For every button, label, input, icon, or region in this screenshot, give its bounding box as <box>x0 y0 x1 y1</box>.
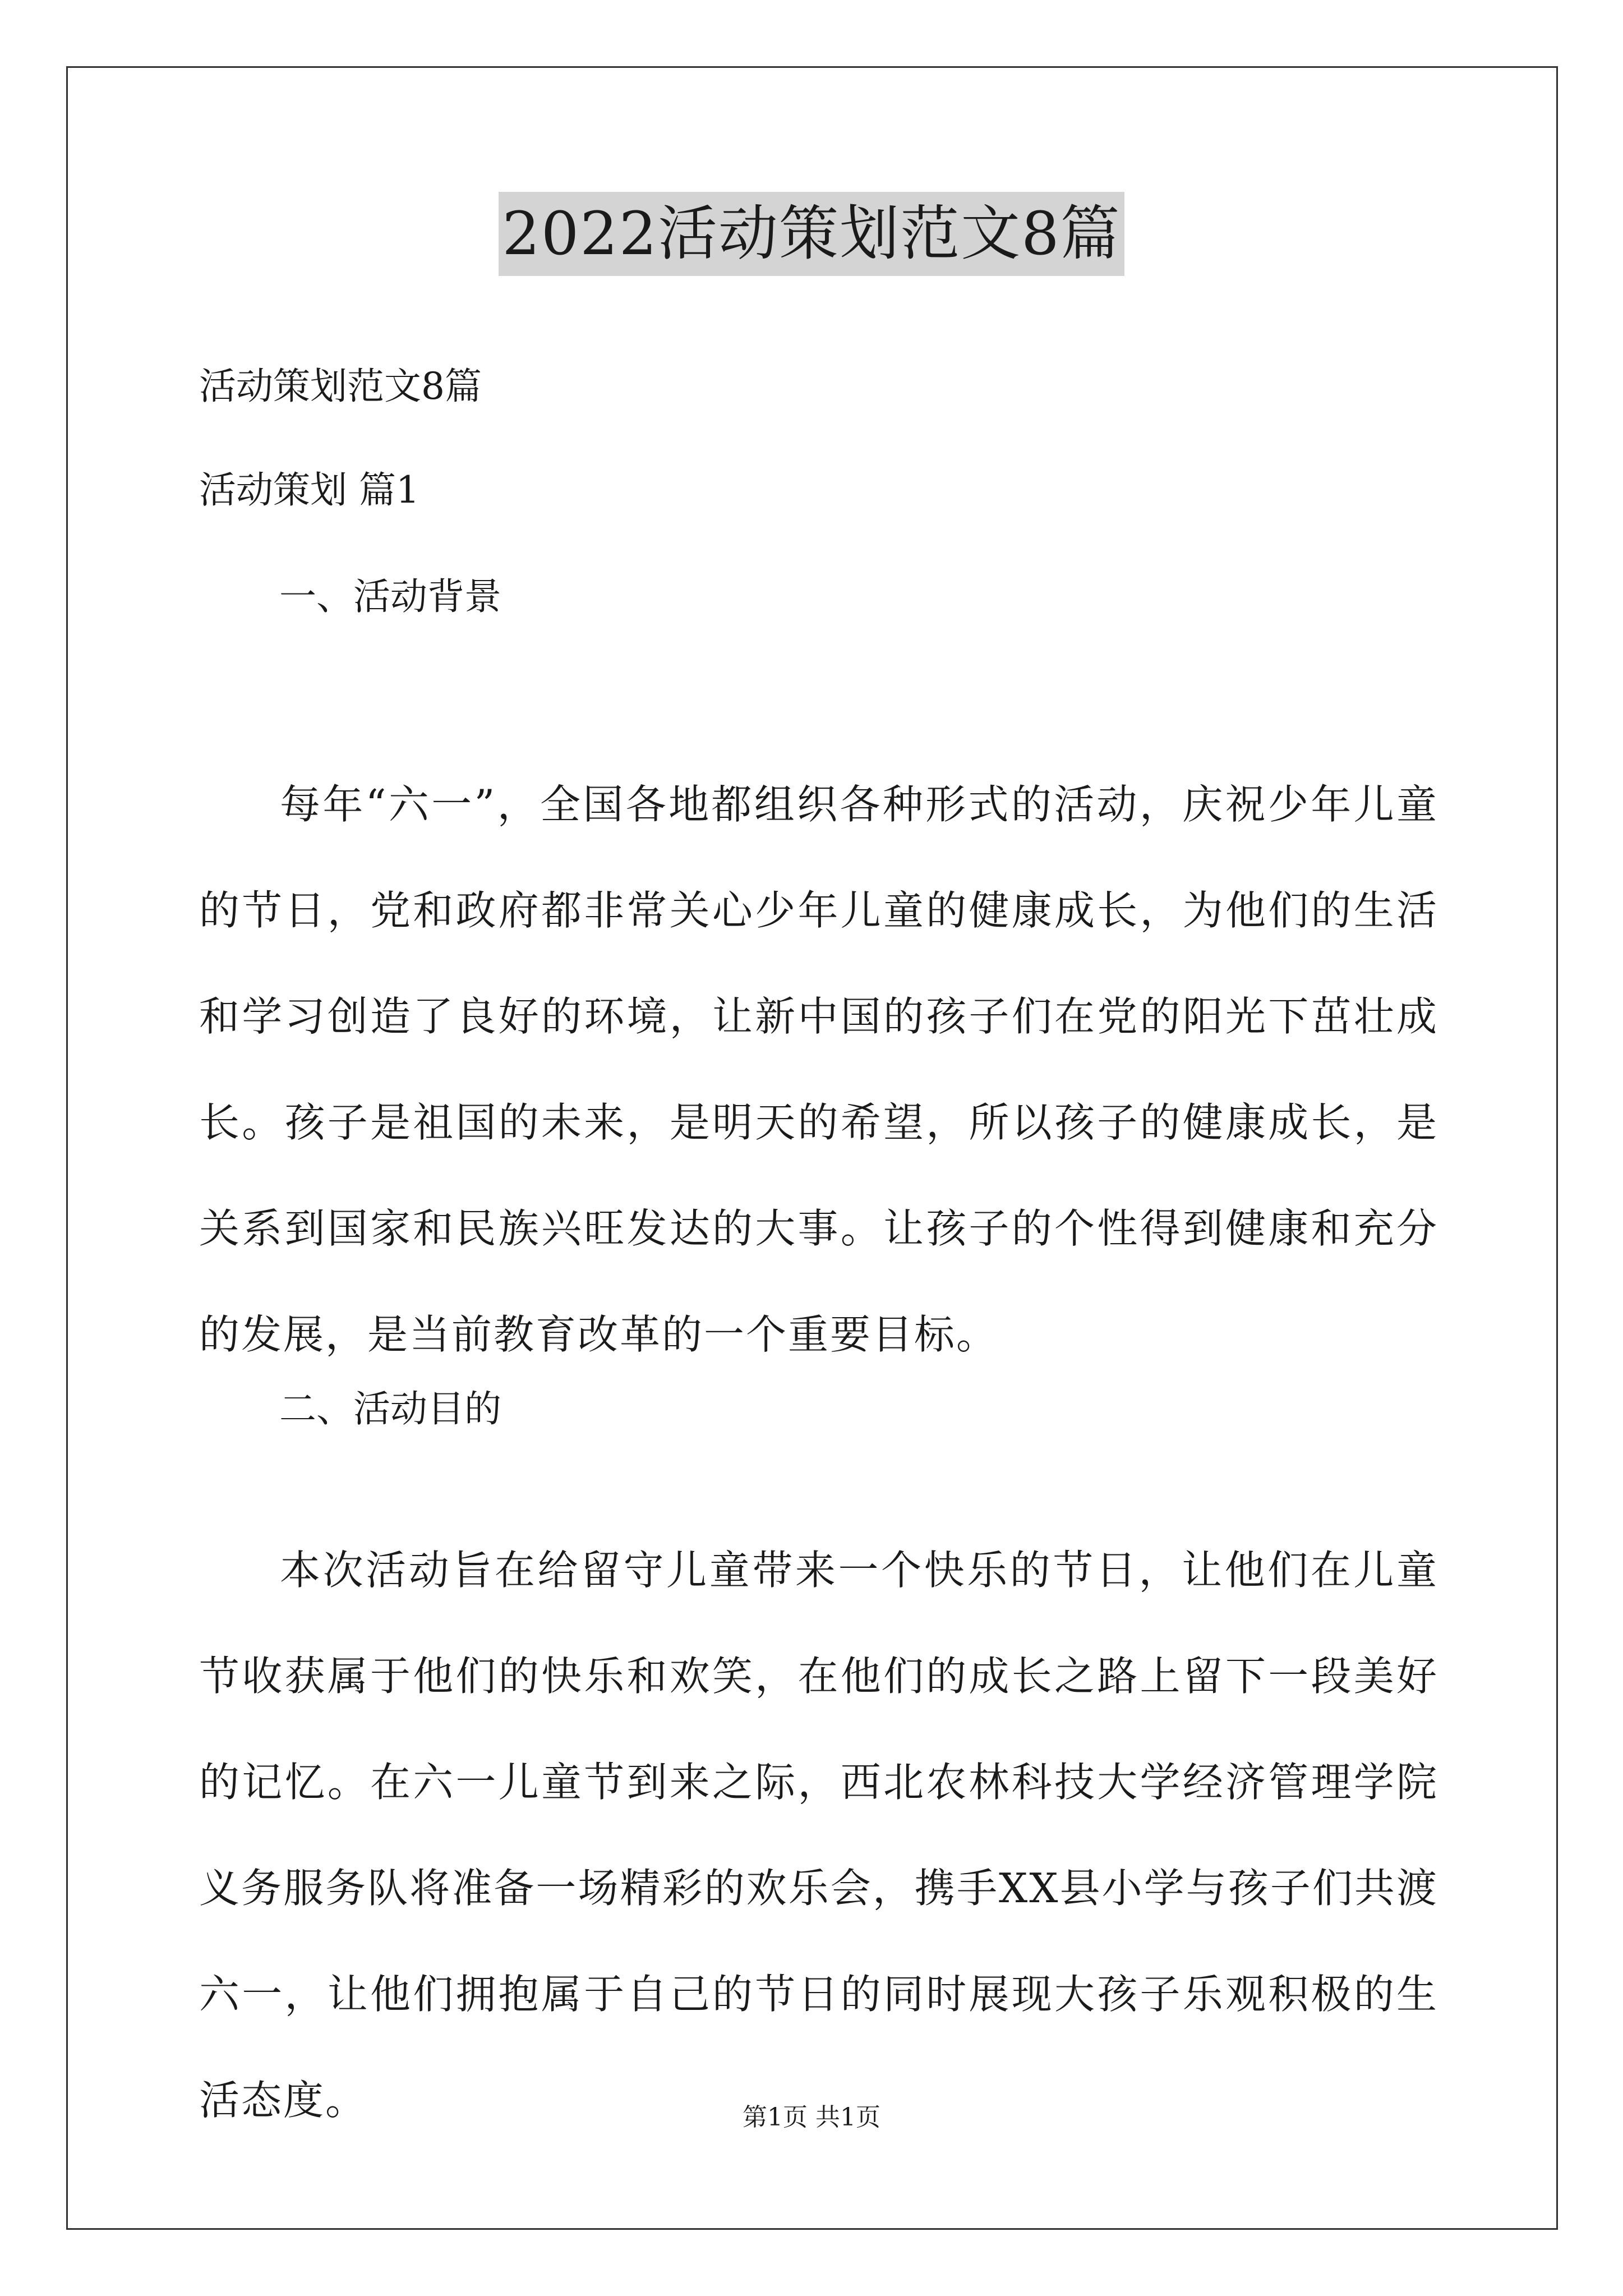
paragraph-background: 每年“六一”，全国各地都组织各种形式的活动，庆祝少年儿童的节日，党和政府都非常关心少年儿童的健康成长，为他们的生活和学习创造了良好的环境，让新中国的孩子们在党的阳光下茁壮成长。孩子是祖国的未来，是明天的希望，所以孩子的健康成长，是关系到国家和民族兴旺发达的大事。让孩子的个性得到健康和充分的发展，是当前教育改革的一个重要目标。 <box>199 781 1438 1358</box>
document-title: 2022活动策划范文8篇 <box>499 192 1124 276</box>
heading-background: 一、活动背景 <box>279 575 501 618</box>
paragraph-purpose: 本次活动旨在给留守儿童带来一个快乐的节日，让他们在儿童节收获属于他们的快乐和欢笑，在他们的成长之路上留下一段美好的记忆。在六一儿童节到来之际，西北农林科技大学经济管理学院义务服务队将准备一场精彩的欢乐会，携手XX县小学与孩子们共渡六一，让他们拥抱属于自己的节日的同时展现大孩子乐观积极的生活态度。 <box>199 1547 1438 2124</box>
page-footer: 第1页 共1页 <box>743 2103 880 2132</box>
heading-purpose: 二、活动目的 <box>279 1387 501 1430</box>
title-container <box>0 192 1623 276</box>
section-label: 活动策划 篇1 <box>199 468 419 512</box>
document-subtitle: 活动策划范文8篇 <box>199 365 482 408</box>
